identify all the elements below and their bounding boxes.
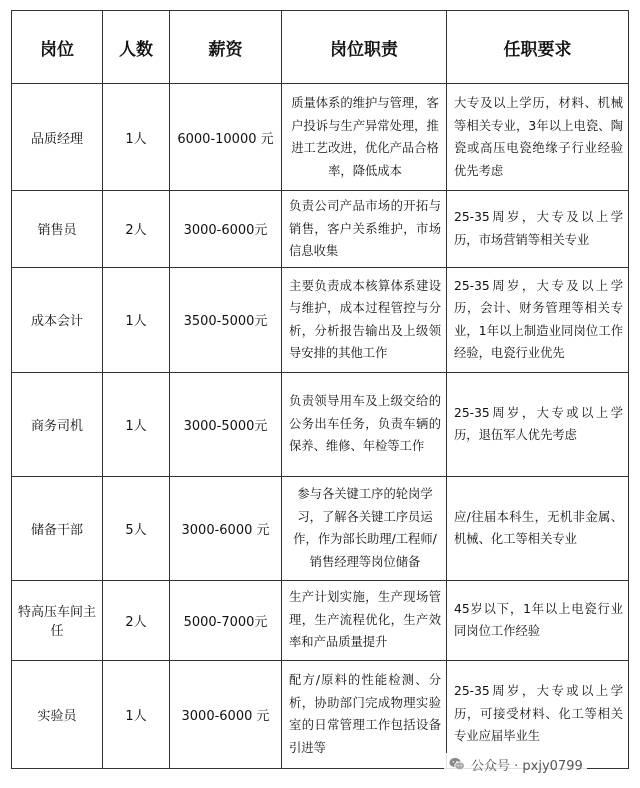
cell-count: 1人	[103, 660, 170, 768]
header-requirements: 任职要求	[447, 11, 629, 84]
cell-duties: 参与各关键工序的轮岗学习，了解各关键工序员运作，作为部长助理/工程师/销售经理等岗位储备	[282, 476, 447, 580]
cell-count: 5人	[103, 476, 170, 580]
cell-requirements: 25-35周岁，大专及以上学历，会计、财务管理等相关专业，1年以上制造业同岗位工作经验，电瓷行业优先	[447, 267, 629, 372]
table-row	[12, 191, 629, 268]
cell-position: 品质经理	[12, 84, 103, 191]
header-count: 人数	[103, 11, 170, 84]
cell-count: 2人	[103, 191, 170, 268]
cell-position: 商务司机	[12, 372, 103, 476]
table-row	[12, 267, 629, 372]
cell-duties: 负责公司产品市场的开拓与销售，客户关系维护，市场信息收集	[282, 191, 447, 268]
header-position: 岗位	[12, 11, 103, 84]
watermark	[444, 753, 587, 775]
cell-duties: 主要负责成本核算体系建设与维护，成本过程管控与分析，分析报告输出及上级领导安排的其他工作	[282, 267, 447, 372]
table-row	[12, 476, 629, 580]
cell-salary: 3500-5000元	[170, 267, 282, 372]
table-row	[12, 372, 629, 476]
table-row	[12, 580, 629, 660]
cell-duties: 质量体系的维护与管理，客户投诉与生产异常处理，推进工艺改进，优化产品合格率，降低成本	[282, 84, 447, 191]
cell-position: 实验员	[12, 660, 103, 768]
cell-position: 特高压车间主任	[12, 580, 103, 660]
cell-requirements: 25-35周岁，大专及以上学历，市场营销等相关专业	[447, 191, 629, 268]
cell-requirements: 25-35周岁，大专或以上学历，可接受材料、化工等相关专业应届毕业生	[447, 660, 629, 768]
cell-salary: 5000-7000元	[170, 580, 282, 660]
table-row	[12, 660, 629, 768]
cell-duties: 负责领导用车及上级交给的公务出车任务，负责车辆的保养、维修、年检等工作	[282, 372, 447, 476]
cell-salary: 3000-6000元	[170, 191, 282, 268]
cell-duties: 配方/原料的性能检测、分析，协助部门完成物理实验室的日常管理工作包括设备引进等	[282, 660, 447, 768]
wechat-icon	[448, 755, 466, 773]
cell-salary: 6000-10000 元	[170, 84, 282, 191]
header-row	[12, 11, 629, 84]
cell-salary: 3000-5000元	[170, 372, 282, 476]
watermark-text: 公众号 · pxjy0799	[471, 758, 583, 774]
cell-position: 销售员	[12, 191, 103, 268]
cell-salary: 3000-6000 元	[170, 476, 282, 580]
cell-requirements: 45岁以下，1年以上电瓷行业同岗位工作经验	[447, 580, 629, 660]
cell-requirements: 应/往届本科生，无机非金属、机械、化工等相关专业	[447, 476, 629, 580]
cell-position: 储备干部	[12, 476, 103, 580]
cell-requirements: 25-35周岁，大专或以上学历，退伍军人优先考虑	[447, 372, 629, 476]
cell-requirements: 大专及以上学历，材料、机械等相关专业，3年以上电瓷、陶瓷或高压电瓷绝缘子行业经验优先考虑	[447, 84, 629, 191]
header-duties: 岗位职责	[282, 11, 447, 84]
cell-duties: 生产计划实施，生产现场管理，生产流程优化，生产效率和产品质量提升	[282, 580, 447, 660]
cell-count: 1人	[103, 267, 170, 372]
cell-count: 1人	[103, 372, 170, 476]
cell-position: 成本会计	[12, 267, 103, 372]
cell-count: 2人	[103, 580, 170, 660]
recruitment-table	[11, 10, 629, 769]
cell-salary: 3000-6000 元	[170, 660, 282, 768]
cell-count: 1人	[103, 84, 170, 191]
header-salary: 薪资	[170, 11, 282, 84]
table-row	[12, 84, 629, 191]
